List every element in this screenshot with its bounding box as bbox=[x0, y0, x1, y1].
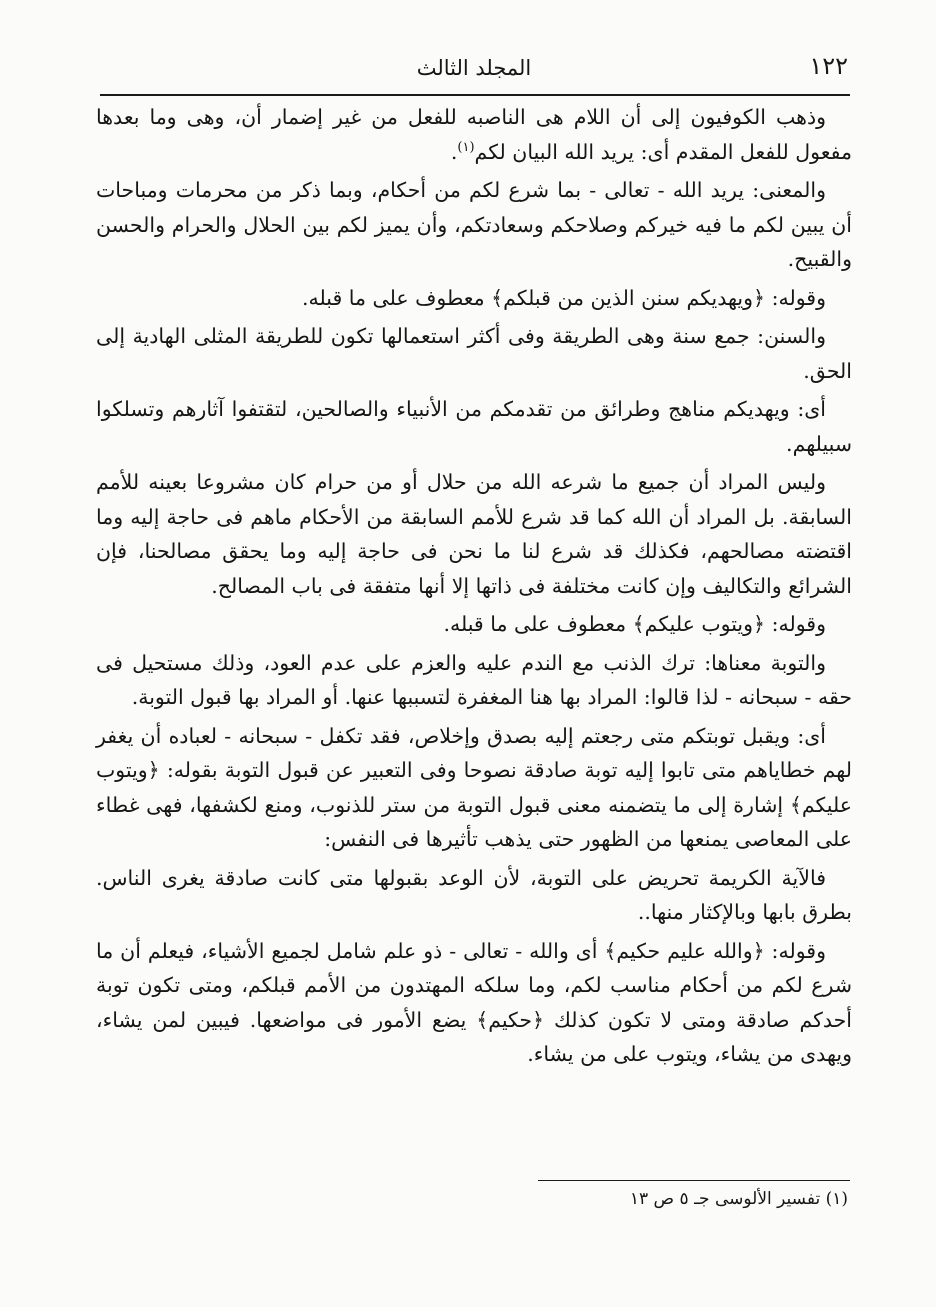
footnote-reference: (١) bbox=[457, 139, 475, 155]
paragraph-10: فالآية الكريمة تحريض على التوبة، لأن الوعد بقبولها متى كانت صادقة يغرى الناس. بطرق بابها وبالإكثار منها.. bbox=[96, 865, 852, 924]
page-header bbox=[100, 48, 848, 88]
paragraph-4: والسنن: جمع سنة وهى الطريقة وفى أكثر استعمالها تكون للطريقة المثلى الهادية إلى الحق. bbox=[96, 324, 852, 383]
paragraph-2: والمعنى: يريد الله - تعالى - بما شرع لكم من أحكام، وبما ذكر من محرمات ومباحات أن يبين لكم ما فيه خيركم وصلاحكم وسعادتكم، وأن يميز لكم بين الحلال والحرام والحسن والقبيح. bbox=[96, 178, 852, 271]
header-rule bbox=[100, 94, 850, 96]
footnote: (١) تفسير الألوسى جـ ٥ ص ١٣ bbox=[629, 1189, 848, 1209]
paragraph-1 bbox=[96, 100, 852, 169]
main-text bbox=[96, 100, 852, 1076]
paragraph-1-tail: . bbox=[450, 139, 458, 164]
footnote-rule bbox=[538, 1180, 850, 1181]
page-number: ١٢٢ bbox=[809, 52, 848, 80]
paragraph-11: وقوله: ﴿والله عليم حكيم﴾ أى والله - تعالى - ذو علم شامل لجميع الأشياء، فيعلم أن ما شرع لكم من أحكام مناسب لكم، وما سلكه المهتدون من الأمم قبلكم، ومتى تكون توبة أحدكم صادقة ومتى لا تكون كذلك ﴿حكيم﴾ يضع الأمور فى مواضعها. فيبين لمن يشاء، ويهدى من يشاء، ويتوب على من يشاء. bbox=[96, 938, 852, 1066]
paragraph-5: أى: ويهديكم مناهج وطرائق من تقدمكم من الأنبياء والصالحين، لتقتفوا آثارهم وتسلكوا سبيلهم. bbox=[96, 397, 852, 456]
paragraph-1-text: وذهب الكوفيون إلى أن اللام هى الناصبه للفعل من غير إضمار أن، وهى وما بعدها مفعول للفعل المقدم أى: يريد الله البيان لكم bbox=[96, 105, 852, 164]
paragraph-7: وقوله: ﴿ويتوب عليكم﴾ معطوف على ما قبله. bbox=[443, 612, 826, 636]
paragraph-3: وقوله: ﴿ويهديكم سنن الذين من قبلكم﴾ معطوف على ما قبله. bbox=[301, 285, 826, 310]
paragraph-6: وليس المراد أن جميع ما شرعه الله من حلال أو من حرام كان مشروعا بعينه للأمم السابقة. بل المراد أن الله كما قد شرع للأمم السابقة من الأحكام ماهم فى حاجة إليه وما اقتضته مصالحهم، فكذلك قد شرع لنا ما نحن فى حاجة إليه وما يحقق مصالحنا، فإن الشرائع والتكاليف وإن كانت مختلفة فى ذاتها إلا أنها متفقة فى باب المصالح. bbox=[96, 470, 852, 598]
running-title: المجلد الثالث bbox=[416, 56, 532, 80]
paragraph-8: والتوبة معناها: ترك الذنب مع الندم عليه والعزم على عدم العود، وذلك مستحيل فى حقه - سبحانه - لذا قالوا: المراد بها هنا المغفرة لتسببها عنها. أو المراد بها قبول التوبة. bbox=[96, 650, 852, 709]
paragraph-9: أى: ويقبل توبتكم متى رجعتم إليه بصدق وإخلاص، فقد تكفل - سبحانه - لعباده أن يغفر لهم خطاياهم متى تابوا إليه توبة صادقة نصوحا وفى التعبير عن قبول التوبة بقوله: ﴿ويتوب عليكم﴾ إشارة إلى ما يتضمنه معنى قبول التوبة من ستر للذنوب، ومنع لكشفها، فهى غطاء على المعاصى يمنعها من الظهور حتى يذهب تأثيرها فى النفس: bbox=[96, 723, 852, 851]
